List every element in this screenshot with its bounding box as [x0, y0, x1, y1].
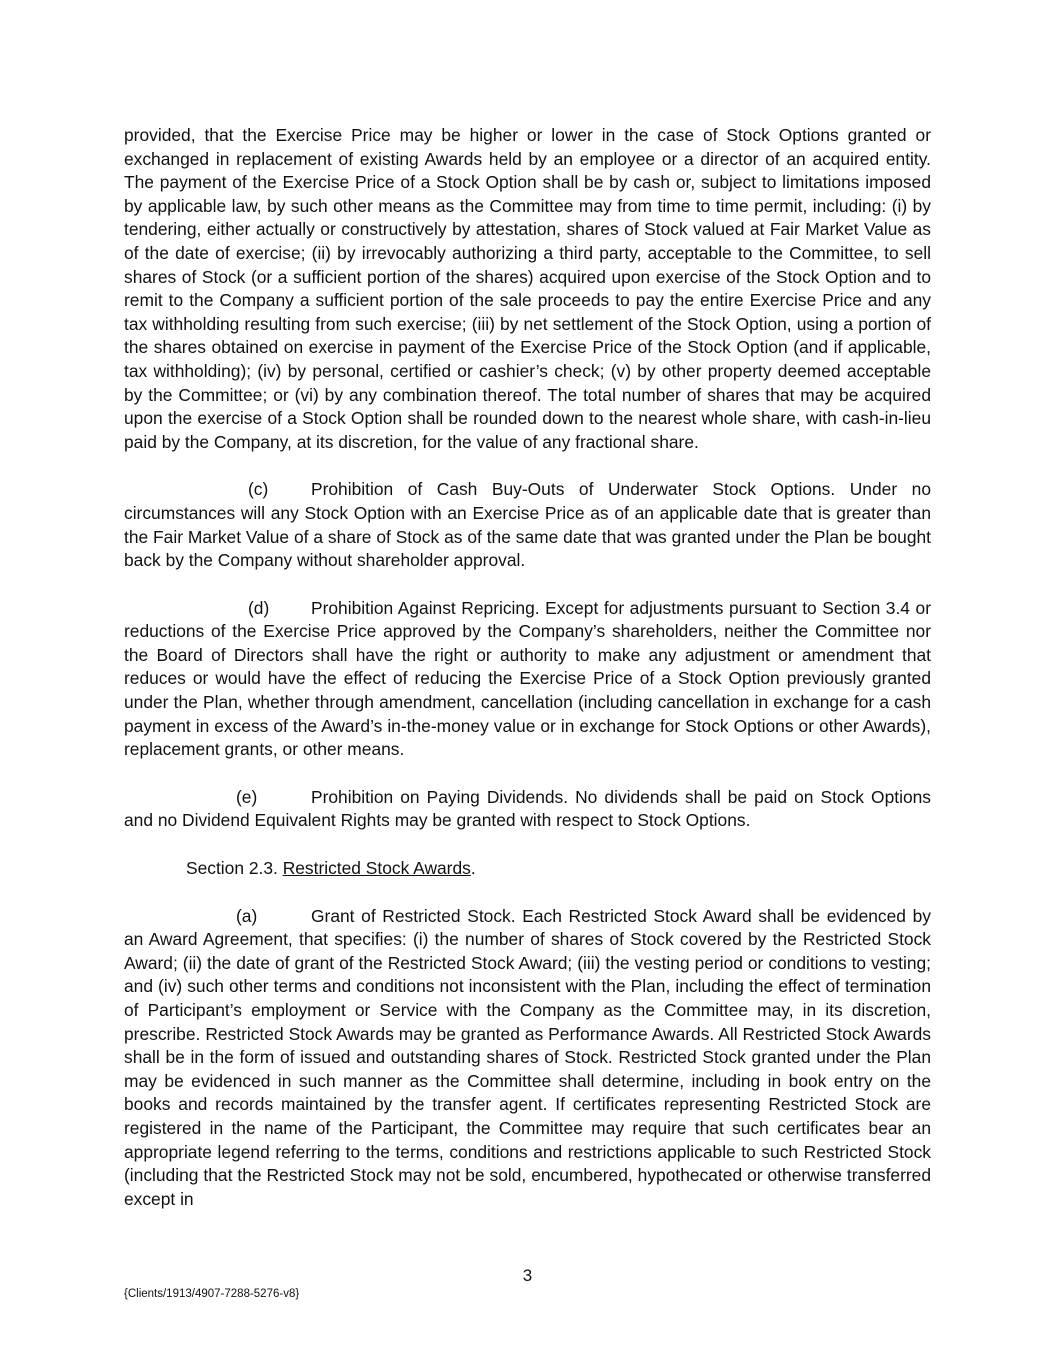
paragraph-d-label: (d)	[248, 597, 270, 618]
section-suffix: .	[470, 858, 476, 879]
paragraph-d-repricing	[124, 597, 931, 762]
section-heading	[124, 857, 931, 881]
paragraph-e-text: Prohibition on Paying Dividends. No dividends shall be paid on Stock Options and no Dividend Equivalent Rights may be granted with respect to Stock Options.	[124, 786, 931, 831]
paragraph-c-cash-buyouts	[124, 478, 931, 572]
paragraph-a-text: Grant of Restricted Stock. Each Restricted Stock Award shall be evidenced by an Award Agreement, that specifies: (i) the number of shares of Stock covered by the Restricted Stock Award; (ii) the date of grant of the Restricted Stock Award; (iii) the vesting period or conditions to vesting; and (iv) such other terms and conditions not inconsistent with the Plan, including the effect of termination of Participant’s employment or Service with the Company as the Committee may, in its discretion, prescribe. Restricted Stock Awards may be granted as Performance Awards. All Restricted Stock Awards shall be in the form of issued and outstanding shares of Stock. Restricted Stock granted under the Plan may be evidenced in such manner as the Committee shall determine, including in book entry on the books and records maintained by the transfer agent. If certificates representing Restricted Stock are registered in the name of the Participant, the Committee may require that such certificates bear an appropriate legend referring to the terms, conditions and restrictions applicable to such Restricted Stock (including that the Restricted Stock may not be sold, encumbered, hypothecated or otherwise transferred except in	[124, 905, 931, 1209]
page-number: 3	[522, 1266, 533, 1285]
document-id: {Clients/1913/4907-7288-5276-v8}	[124, 1288, 300, 1300]
paragraph-c-text: Prohibition of Cash Buy-Outs of Underwater Stock Options. Under no circumstances will any Stock Option with an Exercise Price as of an applicable date that is greater than the Fair Market Value of a share of Stock as of the same date that was granted under the Plan be bought back by the Company without shareholder approval.	[124, 479, 931, 571]
document-body	[124, 124, 931, 1211]
paragraph-e-label: (e)	[236, 786, 258, 807]
paragraph-exercise-price-continuation: provided, that the Exercise Price may be higher or lower in the case of Stock Options granted or exchanged in replacement of existing Awards held by an employee or a director of an acquired entity. The payment of the Exercise Price of a Stock Option shall be by cash or, subject to limitations imposed by applicable law, by such other means as the Committee may from time to time permit, including: (i) by tendering, either actually or constructively by attestation, shares of Stock valued at Fair Market Value as of the date of exercise; (ii) by irrevocably authorizing a third party, acceptable to the Committee, to sell shares of Stock (or a sufficient portion of the shares) acquired upon exercise of the Stock Option and to remit to the Company a sufficient portion of the sale proceeds to pay the entire Exercise Price and any tax withholding resulting from such exercise; (iii) by net settlement of the Stock Option, using a portion of the shares obtained on exercise in payment of the Exercise Price of the Stock Option (and if applicable, tax withholding); (iv) by personal, certified or cashier’s check; (v) by other property deemed acceptable by the Committee; or (vi) by any combination thereof. The total number of shares that may be acquired upon the exercise of a Stock Option shall be rounded down to the nearest whole share, with cash-in-lieu paid by the Company, at its discretion, for the value of any fractional share.	[124, 125, 931, 452]
paragraph-a-grant-restricted-stock	[124, 905, 931, 1212]
paragraph-e-dividends	[124, 786, 931, 833]
paragraph-c-label: (c)	[248, 479, 269, 500]
paragraph-d-text: Prohibition Against Repricing. Except for adjustments pursuant to Section 3.4 or reductions of the Exercise Price approved by the Company’s shareholders, neither the Committee nor the Board of Directors shall have the right or authority to make any adjustment or amendment that reduces or would have the effect of reducing the Exercise Price of a Stock Option previously granted under the Plan, whether through amendment, cancellation (including cancellation in exchange for a cash payment in excess of the Award’s in-the-money value or in exchange for Stock Options or other Awards), replacement grants, or other means.	[124, 597, 931, 760]
section-title: Restricted Stock Awards	[282, 858, 471, 879]
section-prefix: Section 2.3.	[186, 858, 283, 879]
paragraph-a-label: (a)	[236, 905, 258, 926]
